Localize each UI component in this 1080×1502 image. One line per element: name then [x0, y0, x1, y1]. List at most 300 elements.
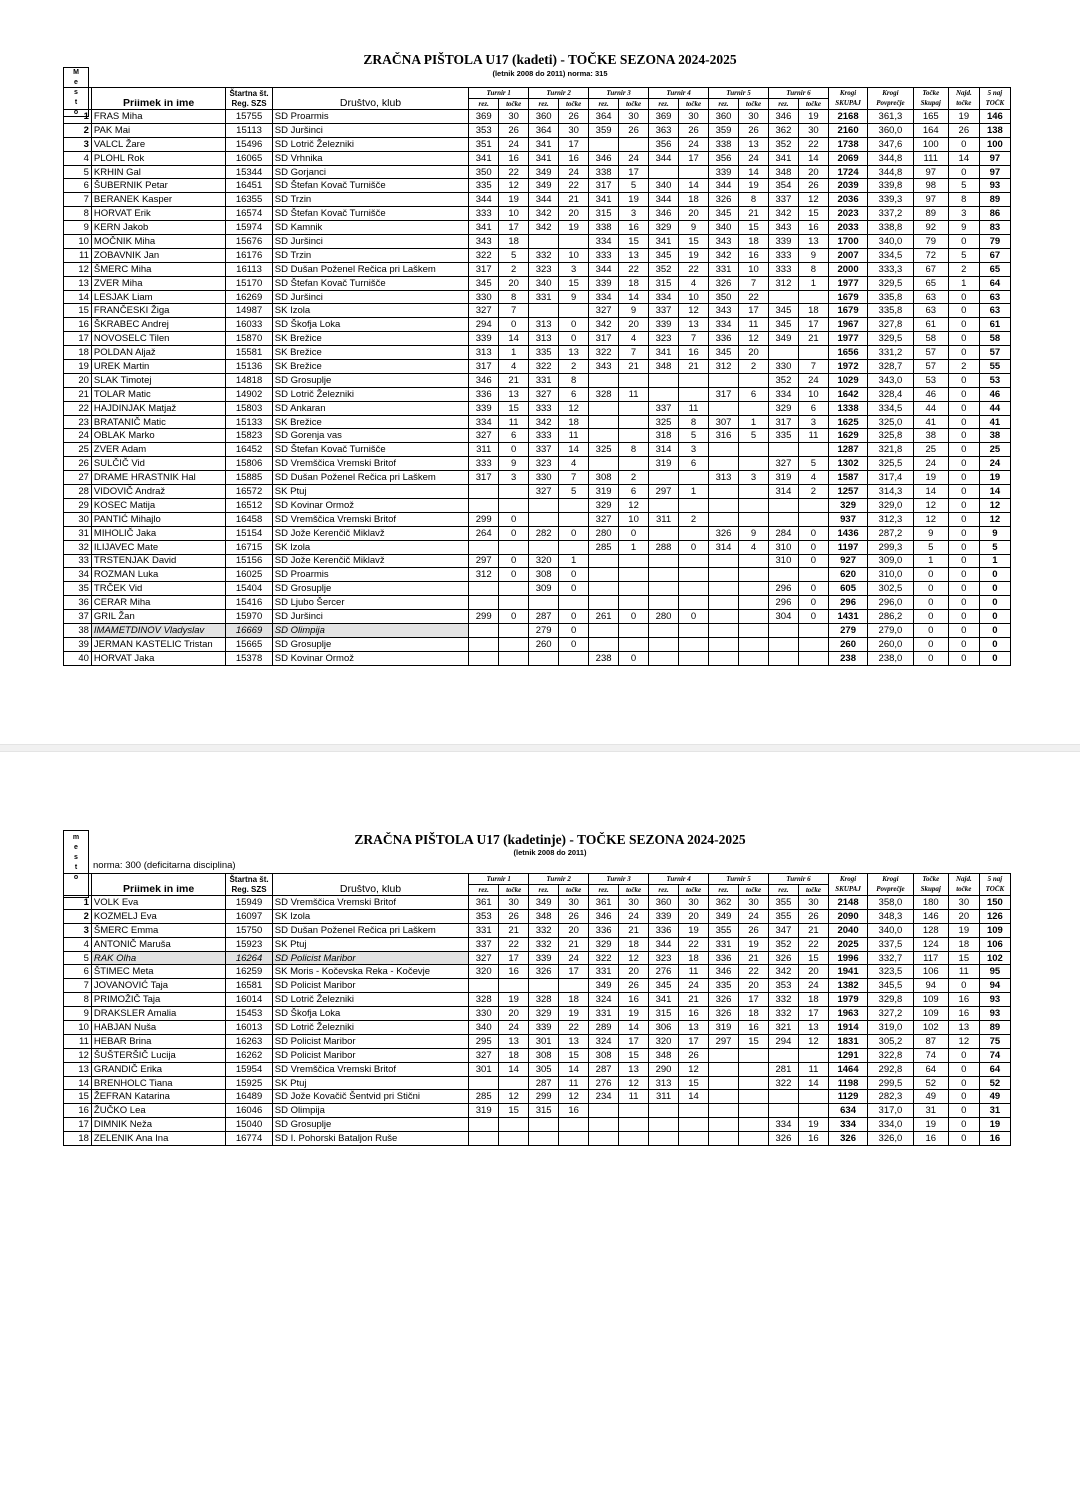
turnir-1-points: 12 [499, 179, 529, 193]
turnir-5-score [709, 512, 739, 526]
turnir-2-score: 279 [529, 623, 559, 637]
turnir-3-points [619, 401, 649, 415]
table-row [64, 276, 1011, 290]
turnir-5-score [709, 1132, 739, 1146]
turnir-4-score: 334 [649, 290, 679, 304]
turnir-6-points: 12 [798, 193, 828, 207]
turnir-5-points [738, 1048, 768, 1062]
mesto-label: M e s t o [63, 67, 89, 117]
name-cell: BRATANIČ Matic [91, 415, 225, 429]
five-best-cell: 12 [979, 498, 1010, 512]
name-cell: JOVANOVIĆ Taja [91, 979, 225, 993]
club-cell: SD Lotrič Železniki [272, 387, 468, 401]
turnir-2-points [559, 1132, 589, 1146]
najd-tocke-cell: 0 [948, 651, 979, 665]
turnir-2-score: 349 [529, 165, 559, 179]
rank-cell: 30 [64, 512, 92, 526]
turnir-4-score [649, 387, 679, 401]
turnir-1-points: 0 [499, 526, 529, 540]
rank-cell: 5 [64, 165, 92, 179]
turnir-3-points: 12 [619, 1076, 649, 1090]
turnir-2-points: 1 [559, 554, 589, 568]
krogi-skupaj-cell: 1257 [828, 485, 867, 499]
header-tocke: točke [679, 885, 709, 896]
norma-note: norma: 300 (deficitarna disciplina) [93, 860, 236, 871]
turnir-1-score: 330 [469, 290, 499, 304]
turnir-6-points: 14 [798, 151, 828, 165]
turnir-5-score: 346 [709, 965, 739, 979]
turnir-3-score [589, 596, 619, 610]
krogi-povprecje-cell: 296,0 [868, 596, 913, 610]
turnir-6-score [768, 623, 798, 637]
five-best-cell: 5 [979, 540, 1010, 554]
reg-cell: 16489 [226, 1090, 273, 1104]
turnir-4-points: 13 [679, 318, 709, 332]
five-best-cell: 95 [979, 965, 1010, 979]
club-cell: SK Ptuj [272, 485, 468, 499]
rank-cell: 27 [64, 471, 92, 485]
turnir-2-points: 19 [559, 1007, 589, 1021]
header-club: Društvo, klub [272, 99, 468, 110]
name-cell: GRANDIČ Erika [91, 1062, 225, 1076]
header-turnir-1: Turnir 1 [469, 88, 529, 99]
turnir-1-score: 285 [469, 1090, 499, 1104]
turnir-2-points: 9 [559, 290, 589, 304]
turnir-3-score: 359 [589, 123, 619, 137]
header-tocke: točke [499, 99, 529, 110]
name-cell: GRIL Žan [91, 610, 225, 624]
turnir-4-points [679, 1104, 709, 1118]
turnir-3-points: 4 [619, 332, 649, 346]
turnir-1-score [469, 1118, 499, 1132]
turnir-1-points: 9 [499, 457, 529, 471]
rank-cell: 16 [64, 1104, 92, 1118]
header-turnir-2: Turnir 2 [529, 874, 589, 885]
turnir-3-points: 15 [619, 1048, 649, 1062]
krogi-povprecje-cell: 337,5 [868, 937, 913, 951]
turnir-5-score [709, 637, 739, 651]
najd-tocke-cell: 0 [948, 637, 979, 651]
turnir-4-points [679, 651, 709, 665]
table-row [64, 1118, 1011, 1132]
turnir-3-score [589, 401, 619, 415]
header-tocke: točke [679, 99, 709, 110]
rank-cell: 8 [64, 207, 92, 221]
turnir-4-points: 26 [679, 123, 709, 137]
turnir-6-points: 13 [798, 1021, 828, 1035]
turnir-1-score: 317 [469, 262, 499, 276]
rank-cell: 32 [64, 540, 92, 554]
turnir-3-points: 18 [619, 276, 649, 290]
turnir-1-score: 353 [469, 909, 499, 923]
turnir-6-points [798, 1104, 828, 1118]
header-krogi-top: Krogi [828, 874, 867, 885]
table-row [64, 123, 1011, 137]
turnir-6-score: 296 [768, 582, 798, 596]
turnir-4-points [679, 554, 709, 568]
turnir-2-points: 0 [559, 318, 589, 332]
turnir-5-points [738, 485, 768, 499]
turnir-6-score [768, 443, 798, 457]
turnir-5-score [709, 498, 739, 512]
turnir-1-score: 297 [469, 554, 499, 568]
five-best-cell: 31 [979, 1104, 1010, 1118]
turnir-6-score: 310 [768, 554, 798, 568]
turnir-5-points: 4 [738, 540, 768, 554]
turnir-3-score: 308 [589, 1048, 619, 1062]
table-row [64, 457, 1011, 471]
club-cell: SD Juršinci [272, 235, 468, 249]
club-cell: SD Grosuplje [272, 1118, 468, 1132]
turnir-2-score: 340 [529, 276, 559, 290]
turnir-1-points: 18 [499, 1048, 529, 1062]
krogi-skupaj-cell: 1656 [828, 346, 867, 360]
turnir-6-points: 19 [798, 1118, 828, 1132]
club-cell: SK Moris - Kočevska Reka - Kočevje [272, 965, 468, 979]
turnir-3-points: 17 [619, 1034, 649, 1048]
tocke-skupaj-cell: 25 [913, 443, 948, 457]
turnir-3-score: 334 [589, 235, 619, 249]
turnir-4-score [649, 568, 679, 582]
tocke-skupaj-cell: 46 [913, 387, 948, 401]
turnir-4-score: 352 [649, 262, 679, 276]
turnir-3-points: 30 [619, 110, 649, 124]
table-row [64, 485, 1011, 499]
krogi-povprecje-cell: 238,0 [868, 651, 913, 665]
five-best-cell: 138 [979, 123, 1010, 137]
name-cell: BRENHOLC Tiana [91, 1076, 225, 1090]
najd-tocke-cell: 0 [948, 1076, 979, 1090]
turnir-5-points [738, 554, 768, 568]
turnir-3-points: 20 [619, 318, 649, 332]
tocke-skupaj-cell: 41 [913, 415, 948, 429]
krogi-povprecje-cell: 310,0 [868, 568, 913, 582]
header-row-top [64, 88, 1011, 99]
name-cell: ŽEFRAN Katarina [91, 1090, 225, 1104]
turnir-5-score: 345 [709, 346, 739, 360]
tocke-skupaj-cell: 12 [913, 498, 948, 512]
turnir-2-points: 15 [559, 276, 589, 290]
turnir-3-score [589, 415, 619, 429]
five-best-cell: 74 [979, 1048, 1010, 1062]
turnir-4-points: 22 [679, 937, 709, 951]
turnir-4-score: 346 [649, 207, 679, 221]
turnir-1-score: 339 [469, 401, 499, 415]
krogi-povprecje-cell: 322,8 [868, 1048, 913, 1062]
table-row [64, 526, 1011, 540]
page-separator [0, 744, 1080, 752]
turnir-2-points: 17 [559, 137, 589, 151]
krogi-skupaj-cell: 1977 [828, 332, 867, 346]
turnir-2-score: 282 [529, 526, 559, 540]
header-tocke: točke [499, 885, 529, 896]
turnir-2-points: 26 [559, 110, 589, 124]
rank-cell: 19 [64, 360, 92, 374]
reg-cell: 15136 [226, 360, 273, 374]
club-cell: SD Grosuplje [272, 373, 468, 387]
krogi-povprecje-cell: 339,3 [868, 193, 913, 207]
five-best-cell: 24 [979, 457, 1010, 471]
turnir-3-score: 364 [589, 110, 619, 124]
krogi-povprecje-cell: 309,0 [868, 554, 913, 568]
turnir-5-points [738, 1132, 768, 1146]
turnir-3-points: 21 [619, 360, 649, 374]
turnir-1-score: 340 [469, 1021, 499, 1035]
reg-cell: 16065 [226, 151, 273, 165]
header-reg: Reg. SZS [226, 99, 273, 110]
turnir-2-points: 0 [559, 568, 589, 582]
turnir-4-points: 10 [679, 290, 709, 304]
name-cell: ŠUŠTERŠIČ Lucija [91, 1048, 225, 1062]
turnir-1-points: 5 [499, 248, 529, 262]
turnir-5-score: 360 [709, 110, 739, 124]
krogi-povprecje-cell: 299,5 [868, 1076, 913, 1090]
name-cell: RAK Olha [91, 951, 225, 965]
turnir-5-points [738, 623, 768, 637]
turnir-6-points: 16 [798, 221, 828, 235]
header-turnir-6: Turnir 6 [768, 88, 828, 99]
turnir-1-points: 22 [499, 937, 529, 951]
name-cell: PRIMOŽIČ Taja [91, 993, 225, 1007]
reg-cell: 16715 [226, 540, 273, 554]
turnir-2-score: 337 [529, 443, 559, 457]
rank-cell: 3 [64, 137, 92, 151]
tocke-skupaj-cell: 61 [913, 318, 948, 332]
turnir-3-score: 315 [589, 207, 619, 221]
tocke-skupaj-cell: 74 [913, 1048, 948, 1062]
turnir-5-points [738, 373, 768, 387]
reg-cell: 15676 [226, 235, 273, 249]
turnir-1-points: 15 [499, 401, 529, 415]
turnir-2-score: 342 [529, 221, 559, 235]
five-best-cell: 63 [979, 304, 1010, 318]
table-row [64, 248, 1011, 262]
reg-cell: 16113 [226, 262, 273, 276]
header-rez: rez. [469, 99, 499, 110]
turnir-3-score [589, 1118, 619, 1132]
reg-cell: 15806 [226, 457, 273, 471]
turnir-1-points: 3 [499, 471, 529, 485]
club-cell: SD Olimpija [272, 623, 468, 637]
table-row [64, 443, 1011, 457]
turnir-1-points: 12 [499, 1090, 529, 1104]
club-cell: SK Izola [272, 909, 468, 923]
krogi-povprecje-cell: 334,5 [868, 248, 913, 262]
turnir-4-score: 306 [649, 1021, 679, 1035]
turnir-1-points: 19 [499, 193, 529, 207]
turnir-4-points: 19 [679, 248, 709, 262]
club-cell: SD Vremščica Vremski Britof [272, 1062, 468, 1076]
turnir-4-score: 341 [649, 235, 679, 249]
turnir-6-score: 333 [768, 262, 798, 276]
turnir-3-score [589, 137, 619, 151]
club-cell: SD Juršinci [272, 290, 468, 304]
najd-tocke-cell: 5 [948, 179, 979, 193]
name-cell: DRAKSLER Amalia [91, 1007, 225, 1021]
turnir-4-score: 337 [649, 304, 679, 318]
name-cell: ROZMAN Luka [91, 568, 225, 582]
name-cell: TOLAR Matic [91, 387, 225, 401]
najd-tocke-cell: 0 [948, 498, 979, 512]
turnir-2-points: 14 [559, 443, 589, 457]
turnir-5-points [738, 1076, 768, 1090]
krogi-skupaj-cell: 1738 [828, 137, 867, 151]
turnir-3-score: 349 [589, 979, 619, 993]
turnir-3-score: 285 [589, 540, 619, 554]
turnir-5-points [738, 1104, 768, 1118]
turnir-6-points [798, 512, 828, 526]
turnir-2-score: 328 [529, 993, 559, 1007]
turnir-5-points: 15 [738, 221, 768, 235]
reg-cell: 16014 [226, 993, 273, 1007]
turnir-5-score [709, 1048, 739, 1062]
turnir-5-points: 2 [738, 360, 768, 374]
five-best-cell: 46 [979, 387, 1010, 401]
turnir-3-score: 327 [589, 304, 619, 318]
turnir-3-points: 20 [619, 965, 649, 979]
turnir-3-points: 10 [619, 512, 649, 526]
turnir-4-score: 340 [649, 179, 679, 193]
table-row [64, 387, 1011, 401]
turnir-3-score: 338 [589, 221, 619, 235]
reg-cell: 15170 [226, 276, 273, 290]
najd-tocke-cell: 11 [948, 965, 979, 979]
rank-cell: 2 [64, 909, 92, 923]
five-best-cell: 44 [979, 401, 1010, 415]
turnir-6-score [768, 568, 798, 582]
turnir-5-score [709, 623, 739, 637]
rank-cell: 7 [64, 979, 92, 993]
turnir-5-score [709, 401, 739, 415]
najd-tocke-cell: 0 [948, 457, 979, 471]
table-row [64, 318, 1011, 332]
tocke-skupaj-cell: 94 [913, 979, 948, 993]
tocke-skupaj-cell: 67 [913, 262, 948, 276]
krogi-povprecje-cell: 282,3 [868, 1090, 913, 1104]
header-rez: rez. [709, 99, 739, 110]
name-cell: ŠMERC Emma [91, 923, 225, 937]
turnir-5-points [738, 568, 768, 582]
krogi-povprecje-cell: 360,0 [868, 123, 913, 137]
reg-cell: 16013 [226, 1021, 273, 1035]
turnir-2-points: 15 [559, 1048, 589, 1062]
turnir-4-score [649, 498, 679, 512]
turnir-6-points: 19 [798, 110, 828, 124]
tocke-skupaj-cell: 180 [913, 896, 948, 910]
turnir-2-score: 349 [529, 896, 559, 910]
turnir-2-score [529, 304, 559, 318]
reg-cell: 16046 [226, 1104, 273, 1118]
turnir-6-score: 352 [768, 937, 798, 951]
header-tocke: točke [798, 885, 828, 896]
turnir-1-points: 16 [499, 151, 529, 165]
krogi-povprecje-cell: 340,0 [868, 235, 913, 249]
turnir-5-score: 331 [709, 262, 739, 276]
turnir-5-points [738, 1118, 768, 1132]
turnir-3-points: 6 [619, 485, 649, 499]
turnir-3-score [589, 1132, 619, 1146]
najd-tocke-cell: 0 [948, 554, 979, 568]
turnir-1-score: 327 [469, 304, 499, 318]
turnir-3-points: 2 [619, 471, 649, 485]
rank-cell: 18 [64, 346, 92, 360]
najd-tocke-cell: 0 [948, 165, 979, 179]
turnir-2-score: 313 [529, 332, 559, 346]
header-najd-bottom: točke [948, 885, 979, 896]
najd-tocke-cell: 0 [948, 540, 979, 554]
turnir-6-points: 7 [798, 360, 828, 374]
najd-tocke-cell: 0 [948, 1132, 979, 1146]
turnir-1-points [499, 498, 529, 512]
turnir-1-score: 299 [469, 610, 499, 624]
tocke-skupaj-cell: 31 [913, 1104, 948, 1118]
tocke-skupaj-cell: 117 [913, 951, 948, 965]
turnir-3-points: 22 [619, 262, 649, 276]
turnir-4-score [649, 373, 679, 387]
turnir-2-points [559, 235, 589, 249]
turnir-3-score: 336 [589, 923, 619, 937]
najd-tocke-cell: 0 [948, 1062, 979, 1076]
rank-cell: 21 [64, 387, 92, 401]
turnir-4-score: 314 [649, 443, 679, 457]
turnir-3-points: 17 [619, 165, 649, 179]
turnir-3-points [619, 1118, 649, 1132]
tocke-skupaj-cell: 24 [913, 457, 948, 471]
club-cell: SD Vremščica Vremski Britof [272, 512, 468, 526]
results-table [63, 873, 1011, 1146]
header-startna: Štartna št. [226, 88, 273, 99]
turnir-3-points: 16 [619, 221, 649, 235]
club-cell: SD Jože Kerenčič Miklavž [272, 554, 468, 568]
najd-tocke-cell: 8 [948, 193, 979, 207]
turnir-6-score: 339 [768, 235, 798, 249]
najd-tocke-cell: 0 [948, 401, 979, 415]
turnir-1-points: 30 [499, 110, 529, 124]
results-sheet-boys [0, 0, 1080, 745]
tocke-skupaj-cell: 128 [913, 923, 948, 937]
turnir-5-points: 19 [738, 179, 768, 193]
krogi-skupaj-cell: 279 [828, 623, 867, 637]
krogi-skupaj-cell: 1587 [828, 471, 867, 485]
club-cell: SD Vrhnika [272, 151, 468, 165]
table-row [64, 1090, 1011, 1104]
rank-cell: 9 [64, 1007, 92, 1021]
krogi-povprecje-cell: 329,8 [868, 993, 913, 1007]
tocke-skupaj-cell: 97 [913, 193, 948, 207]
reg-cell: 15113 [226, 123, 273, 137]
turnir-6-score: 355 [768, 896, 798, 910]
turnir-3-score [589, 582, 619, 596]
club-cell: SD Ljubo Šercer [272, 596, 468, 610]
header-turnir-2: Turnir 2 [529, 88, 589, 99]
tocke-skupaj-cell: 16 [913, 1132, 948, 1146]
turnir-2-score [529, 596, 559, 610]
club-cell: SD Trzin [272, 248, 468, 262]
turnir-4-points [679, 1132, 709, 1146]
krogi-skupaj-cell: 1338 [828, 401, 867, 415]
krogi-povprecje-cell: 327,8 [868, 318, 913, 332]
turnir-6-score: 310 [768, 540, 798, 554]
rank-cell: 28 [64, 485, 92, 499]
turnir-6-points: 12 [798, 1034, 828, 1048]
turnir-6-points: 20 [798, 965, 828, 979]
turnir-3-points: 13 [619, 1062, 649, 1076]
turnir-2-score: 332 [529, 923, 559, 937]
krogi-povprecje-cell: 343,0 [868, 373, 913, 387]
table-row [64, 360, 1011, 374]
turnir-4-score: 288 [649, 540, 679, 554]
turnir-5-points: 11 [738, 318, 768, 332]
